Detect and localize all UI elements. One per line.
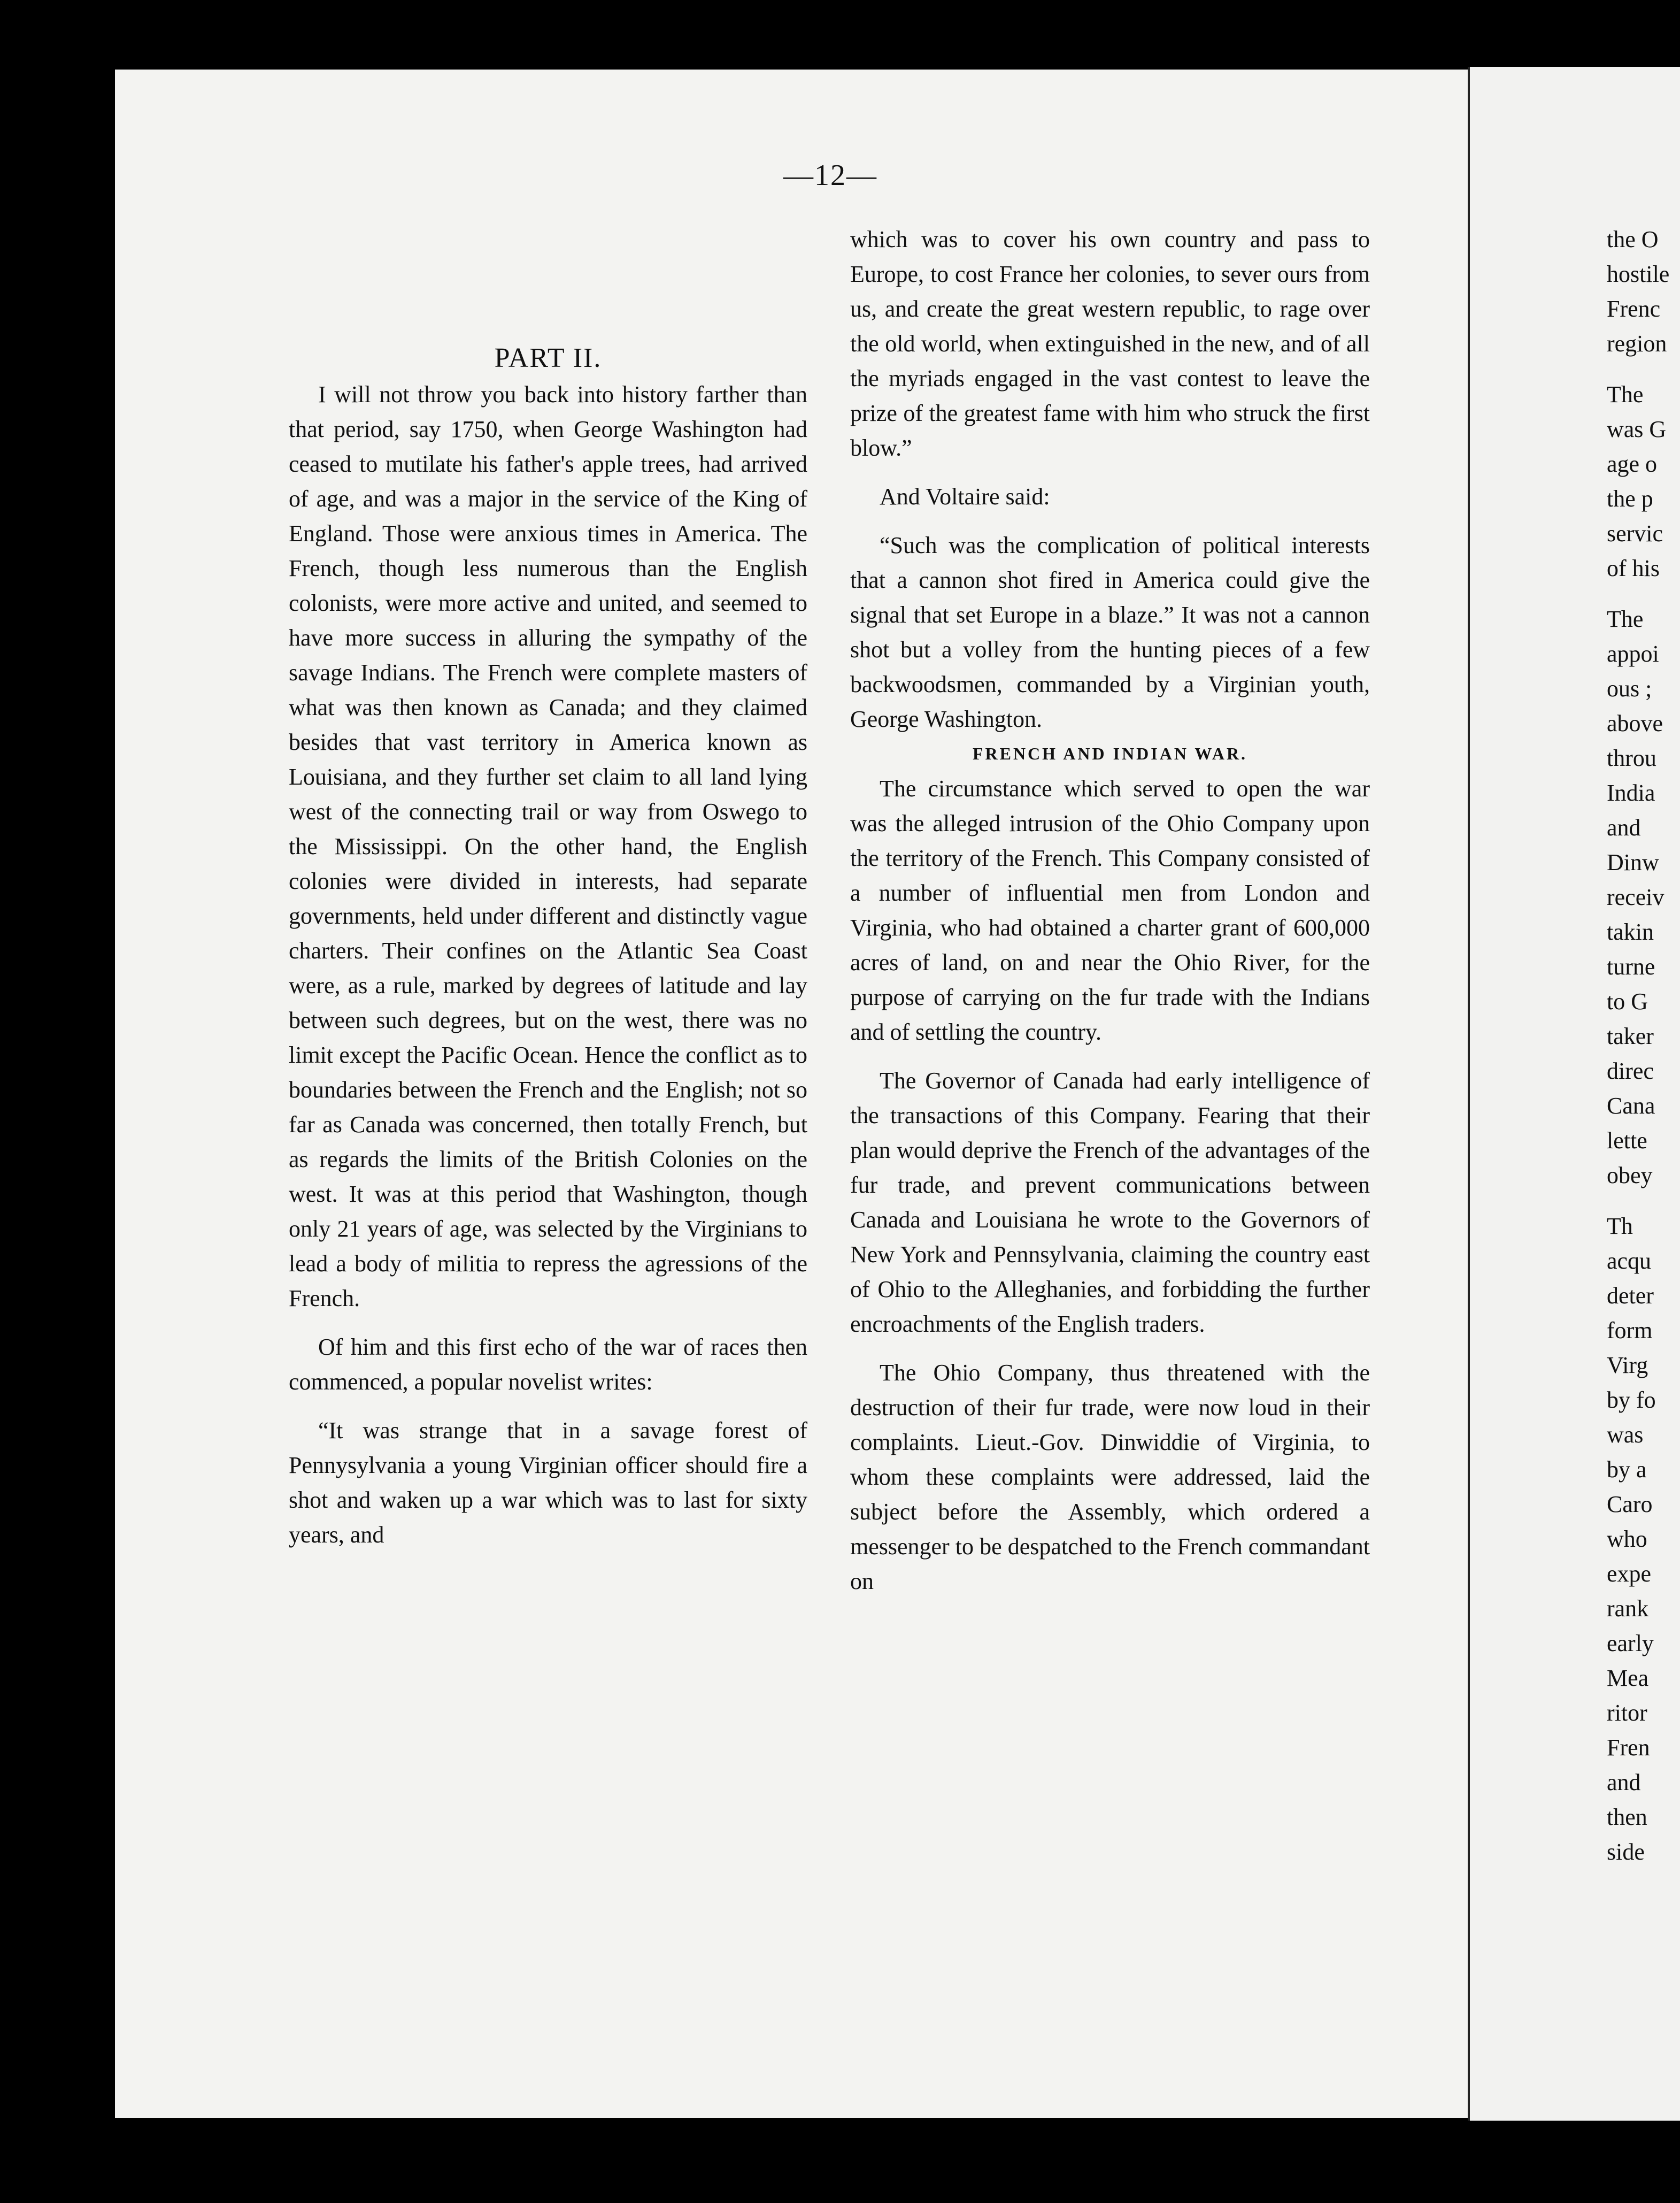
facing-page-line: by fo — [1607, 1387, 1656, 1413]
middle-column — [850, 222, 1370, 1599]
facing-page-line: the O — [1607, 226, 1659, 252]
facing-page-line: to G — [1607, 988, 1648, 1015]
facing-page-line: Fren — [1607, 1734, 1650, 1761]
facing-page-line: India — [1607, 780, 1655, 806]
facing-page-line: the p — [1607, 486, 1653, 512]
paragraph: Of him and this first echo of the war of races then commenced, a popular novelist writes: — [289, 1334, 807, 1395]
facing-page-line: Dinw — [1607, 849, 1659, 876]
facing-page-line — [1607, 586, 1680, 602]
facing-page-line — [1607, 1193, 1680, 1209]
facing-page-line: above — [1607, 710, 1663, 736]
facing-page-line: by a — [1607, 1456, 1647, 1483]
facing-page-line: region — [1607, 331, 1667, 357]
paragraph: The circumstance which served to open the war was the alleged intrusion of the Ohio Company upon the territory of the French. This Company consisted of a number of influential men from London and Virginia, who had obtained a charter grant of 600,000 acres of land, on and near the Ohio River, for the purpose of carrying on the fur trade with the Indians and of settling the country. — [850, 776, 1370, 1045]
facing-page-line: The — [1607, 381, 1644, 408]
section-heading: PART II. — [494, 343, 602, 373]
facing-page-line: The — [1607, 606, 1644, 632]
facing-page-line: and — [1607, 815, 1641, 841]
facing-page-line: lette — [1607, 1127, 1647, 1154]
facing-page-line: rank — [1607, 1595, 1649, 1622]
facing-page-line: early — [1607, 1630, 1654, 1656]
facing-page-line: direc — [1607, 1058, 1654, 1084]
facing-page-line: age o — [1607, 451, 1658, 477]
facing-page-line: acqu — [1607, 1248, 1652, 1274]
facing-page-line: expe — [1607, 1561, 1652, 1587]
page-number: —12— — [783, 159, 877, 192]
facing-page-line: Mea — [1607, 1665, 1649, 1691]
paragraph: which was to cover his own country and pass to Europe, to cost France her colonies, to sever ours from us, and create the great western republic, to rage over the old world, when extinguished in the new, and of all the myriads engaged in the vast contest to leave the prize of the greatest fame with him who struck the first blow.” — [850, 226, 1370, 461]
facing-page-line: form — [1607, 1317, 1653, 1344]
facing-page-line: then — [1607, 1804, 1647, 1830]
facing-page-line: Frenc — [1607, 296, 1661, 322]
facing-page-line: Th — [1607, 1213, 1633, 1239]
paragraph: “Such was the complication of political interests that a cannon shot fired in America could give the signal that set Europe in a blaze.” It was not a cannon shot but a volley from the hunting pieces of a few backwoodsmen, commanded by a Virginian youth, George Washington. — [850, 532, 1370, 732]
paragraph: I will not throw you back into history farther than that period, say 1750, when George Washington had ceased to mutilate his father's apple trees, had arrived of age, and was a major in the service of the King of England. Those were anxious times in America. The French, though less numerous than the English colonists, were more active and united, and seemed to have more success in alluring the sympathy of the savage Indians. The French were complete masters of what was then known as Canada; and they claimed besides that vast territory in America known as Louisiana, and they further set claim to all land lying west of the connecting trail or way from Oswego to the Mississippi. On the other hand, the English colonies were divided in interests, had separate governments, held under different and distinctly vague charters. Their confines on the Atlantic Sea Coast were, as a rule, marked by degrees of latitude and lay between such degrees, but on the west, there was no limit except the Pacific Ocean. Hence the conflict as to boundaries between the French and the English; not so far as Canada was concerned, then totally French, but as regards the limits of the British Colonies on the west. It was at this period that Washington, though only 21 years of age, was selected by the Virginians to lead a body of militia to repress the agressions of the French. — [289, 381, 807, 1311]
facing-page-line: throu — [1607, 745, 1656, 771]
facing-page-line: turne — [1607, 954, 1655, 980]
paragraph: “It was strange that in a savage forest of Pennysylvania a young Virginian officer should fire a shot and waken up a war which was to last for sixty years, and — [289, 1417, 807, 1548]
facing-page-line: side — [1607, 1839, 1645, 1865]
facing-page-line — [1607, 361, 1680, 377]
facing-page-line: appoi — [1607, 641, 1659, 667]
facing-page-text — [1607, 222, 1680, 1869]
facing-page-line: servic — [1607, 520, 1663, 547]
facing-page-line: was — [1607, 1422, 1644, 1448]
subheading: FRENCH AND INDIAN WAR. — [972, 744, 1248, 763]
facing-page-line: hostile — [1607, 261, 1670, 287]
facing-page-line: who — [1607, 1526, 1647, 1552]
facing-page-line: ritor — [1607, 1700, 1647, 1726]
paragraph: The Governor of Canada had early intelligence of the transactions of this Company. Fearing that their plan would deprive the French of the advantages of the fur trade, and prevent communications between Canada and Louisiana he wrote to the Governors of New York and Pennsylvania, claiming the country east of Ohio to the Alleghanies, and forbidding the further encroachments of the English traders. — [850, 1068, 1370, 1337]
facing-page-line: receiv — [1607, 884, 1664, 910]
facing-page-line: was G — [1607, 416, 1667, 442]
facing-page-line: and — [1607, 1769, 1641, 1795]
facing-page-line: of his — [1607, 555, 1660, 581]
paragraph: The Ohio Company, thus threatened with the destruction of their fur trade, were now loud in their complaints. Lieut.-Gov. Dinwiddie of Virginia, to whom these complaints were addressed, laid the subject before the Assembly, which ordered a messenger to be despatched to the French commandant on — [850, 1360, 1370, 1594]
left-column — [289, 340, 807, 1552]
facing-page-line: ous ; — [1607, 676, 1652, 702]
facing-page-line: deter — [1607, 1283, 1654, 1309]
facing-page-line: Caro — [1607, 1491, 1653, 1517]
facing-page-line: Cana — [1607, 1093, 1655, 1119]
facing-page-line: obey — [1607, 1162, 1653, 1188]
facing-page-line: Virg — [1607, 1352, 1648, 1378]
paragraph: And Voltaire said: — [880, 483, 1050, 510]
facing-page-line: taker — [1607, 1023, 1654, 1049]
facing-page-line: takin — [1607, 919, 1654, 945]
